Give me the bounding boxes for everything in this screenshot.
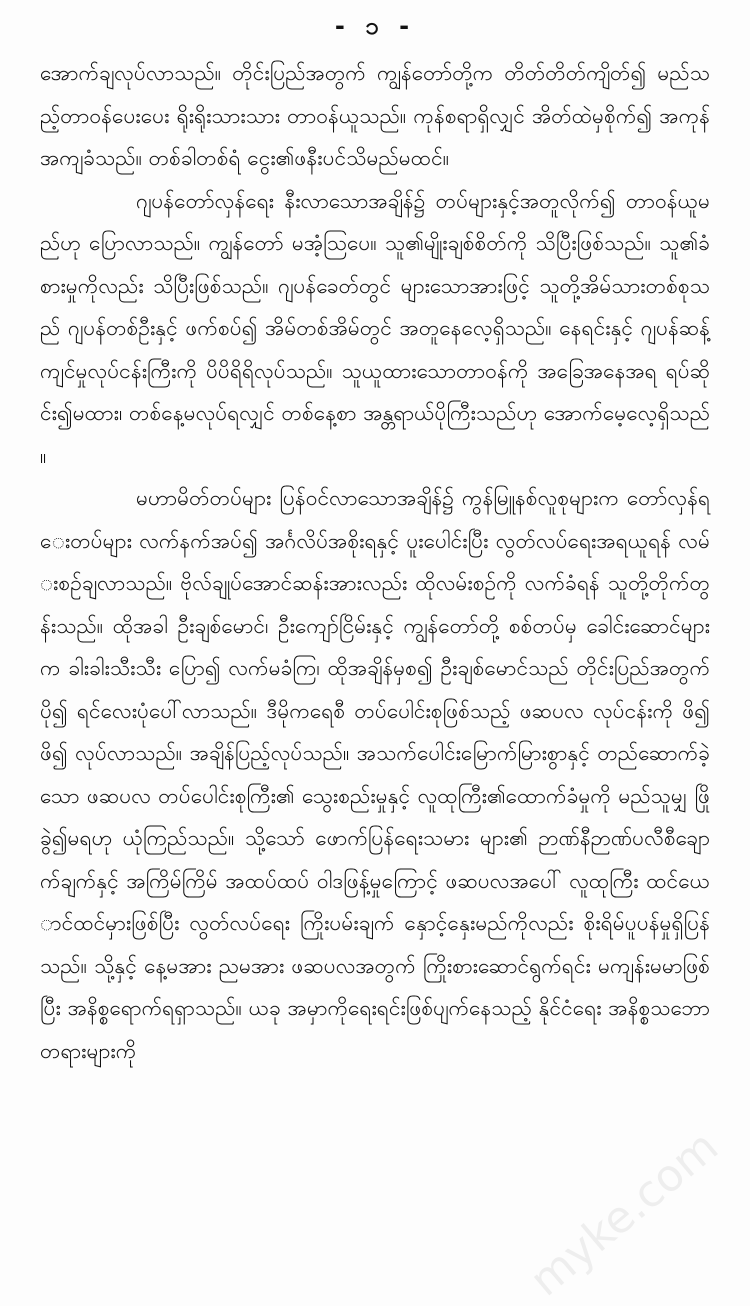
page-number: - ၁ - (334, 12, 416, 40)
body-text (40, 52, 710, 1072)
watermark: myke.com (520, 1120, 728, 1306)
paragraph-2: ဂျပန်တော်လှန်ရေး နီးလာသောအချိန်၌ တပ်များနှင့်အတူလိုက်၍ တာဝန်ယူမည်ဟု ပြောလာသည်။ ကျွန်တော် မအံ့သြပေ။ သူ၏မျိုးချစ်စိတ်ကို သိပြီးဖြစ်သည်။ သူ၏ခံစားမှုကိုလည်း သိပြီးဖြစ်သည်။ ဂျပန်ခေတ်တွင် များသောအားဖြင့် သူတို့အိမ်သားတစ်စုသည် ဂျပန်တစ်ဦးနှင့် ဖက်စပ်၍ အိမ်တစ်အိမ်တွင် အတူနေလေ့ရှိသည်။ နေရင်းနှင့် ဂျပန်ဆန့်ကျင်မှုလုပ်ငန်းကြီးကို ပိပိရိရိလုပ်သည်။ သူယူထားသောတာဝန်ကို အခြေအနေအရ ရပ်ဆိုင်း၍မထား၊ တစ်နေ့မလုပ်ရလျှင် တစ်နေ့စာ အန္တရာယ်ပိုကြီးသည်ဟု အောက်မေ့လေ့ရှိသည်။ (40, 188, 710, 468)
paragraph-3: မဟာမိတ်တပ်များ ပြန်ဝင်လာသောအချိန်၌ ကွန်မြူနစ်လူစုများက တော်လှန်ရေးတပ်များ လက်နက်အပ်၍ အင်္ဂလိပ်အစိုးရနှင့် ပူးပေါင်းပြီး လွတ်လပ်ရေးအရယူရန် လမ်းစဉ်ချလာသည်။ ဗိုလ်ချုပ်အောင်ဆန်းအားလည်း ထိုလမ်းစဉ်ကို လက်ခံရန် သူတို့တိုက်တွန်းသည်။ ထိုအခါ ဦးချစ်မောင်၊ ဦးကျော်ငြိမ်းနှင့် ကျွန်တော်တို့ စစ်တပ်မှ ခေါင်းဆောင်များက ခါးခါးသီးသီး ပြော၍ လက်မခံကြ၊ ထိုအချိန်မှစ၍ ဦးချစ်မောင်သည် တိုင်းပြည်အတွက် ပို၍ ရင်လေးပုံပေါ်လာသည်။ ဒီမိုကရေစီ တပ်ပေါင်းစုဖြစ်သည့် ဖဆပလ လုပ်ငန်းကို ဖိ၍ ဖိ၍ လုပ်လာသည်။ အချိန်ပြည့်လုပ်သည်။ အသက်ပေါင်းမြောက်မြားစွာနှင့် တည်ဆောက်ခဲ့သော ဖဆပလ တပ်ပေါင်းစုကြီး၏ သွေးစည်းမှုနှင့် လူထုကြီး၏ထောက်ခံမှုကို မည်သူမျှ ဖြိုခွဲ၍မရဟု ယုံကြည်သည်။ သို့သော် ဖောက်ပြန်ရေးသမား များ၏ ဉာဏ်နီဉာဏ်ပလီစီချောက်ချက်နှင့် အကြိမ်ကြိမ် အထပ်ထပ် ဝါဒဖြန့်မှုကြောင့် ဖဆပလအပေါ် လူထုကြီး ထင်ယောင်ထင်မှားဖြစ်ပြီး လွတ်လပ်ရေး ကြိုးပမ်းချက် နှောင့်နှေးမည်ကိုလည်း စိုးရိမ်ပူပန်မှုရှိပြန်သည်။ သို့နှင့် နေ့မအား ညမအား ဖဆပလအတွက် ကြိုးစားဆောင်ရွက်ရင်း မကျန်းမမာဖြစ်ပြီး အနိစ္စရောက်ရရှာသည်။ ယခု အမှာကိုရေးရင်းဖြစ်ပျက်နေသည့် နိုင်ငံရေး အနိစ္စသဘောတရားများကို (40, 486, 710, 1063)
paragraph-1: အောက်ချလုပ်လာသည်။ တိုင်းပြည်အတွက် ကျွန်တော်တို့က တိတ်တိတ်ကျိတ်၍ မည်သည့်တာဝန်ပေးပေး ရိုးရိုးသားသား တာဝန်ယူသည်။ ကုန်စရာရှိလျှင် အိတ်ထဲမှစိုက်၍ အကုန်အကျခံသည်။ တစ်ခါတစ်ရံ ငွေး၏ဖနီးပင်သိမည်မထင်။ (40, 61, 710, 170)
